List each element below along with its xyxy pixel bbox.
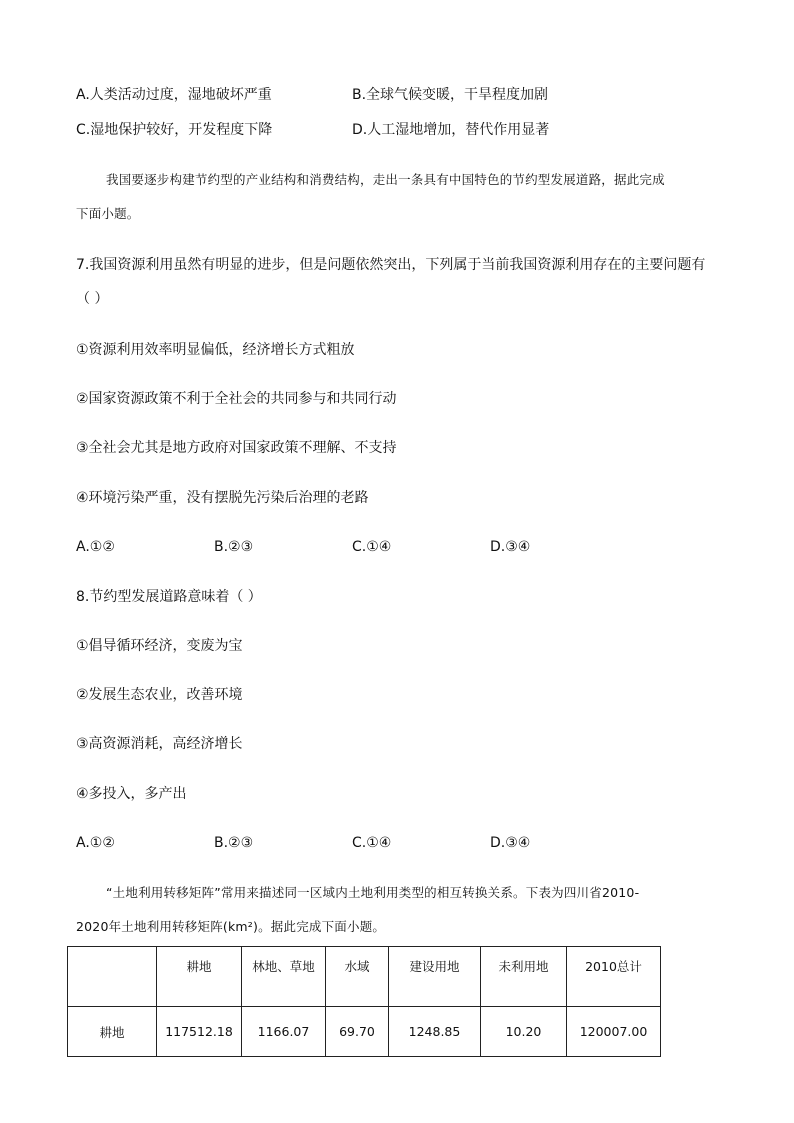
q7-item-1: ①资源利用效率明显偏低，经济增长方式粗放 — [76, 342, 355, 358]
table-cell: 120007.00 — [567, 1007, 661, 1057]
q6-option-c: C.湿地保护较好，开发程度下降 — [76, 122, 273, 138]
table-cell: 1166.07 — [242, 1007, 326, 1057]
q7-item-4: ④环境污染严重，没有摆脱先污染后治理的老路 — [76, 490, 369, 506]
material-2-line-1: “土地利用转移矩阵”常用来描述同一区域内土地利用类型的相互转换关系。下表为四川省2010- — [106, 885, 640, 900]
table-row-label: 耕地 — [68, 1007, 157, 1057]
table-cell: 1248.85 — [389, 1007, 481, 1057]
table-cell: 117512.18 — [157, 1007, 242, 1057]
table-header-cell: 建设用地 — [389, 947, 481, 1007]
q6-option-a: A.人类活动过度，湿地破坏严重 — [76, 87, 272, 103]
q7-stem-line-1: 7.我国资源利用虽然有明显的进步，但是问题依然突出，下列属于当前我国资源利用存在的主要问题有 — [76, 257, 706, 273]
table-header-cell — [68, 947, 157, 1007]
material-1-line-1: 我国要逐步构建节约型的产业结构和消费结构，走出一条具有中国特色的节约型发展道路，据此完成 — [106, 172, 665, 187]
q8-item-2: ②发展生态农业，改善环境 — [76, 687, 243, 703]
q7-option-a: A.①② — [76, 539, 115, 555]
q8-item-1: ①倡导循环经济，变废为宝 — [76, 638, 243, 654]
table-cell: 10.20 — [481, 1007, 567, 1057]
q8-stem: 8.节约型发展道路意味着（ ） — [76, 589, 262, 605]
table-header-cell: 水域 — [326, 947, 389, 1007]
table-header-cell: 耕地 — [157, 947, 242, 1007]
table-header-row — [68, 947, 661, 1007]
q8-option-c: C.①④ — [352, 835, 392, 851]
land-use-transfer-table — [67, 946, 661, 1057]
q8-option-b: B.②③ — [214, 835, 254, 851]
q8-item-3: ③高资源消耗，高经济增长 — [76, 736, 243, 752]
table-row — [68, 1007, 661, 1057]
q7-option-d: D.③④ — [490, 539, 531, 555]
q6-option-d: D.人工湿地增加，替代作用显著 — [352, 122, 550, 138]
q7-option-b: B.②③ — [214, 539, 254, 555]
table-header-cell: 未利用地 — [481, 947, 567, 1007]
q8-option-a: A.①② — [76, 835, 115, 851]
table-header-cell: 林地、草地 — [242, 947, 326, 1007]
q7-item-2: ②国家资源政策不利于全社会的共同参与和共同行动 — [76, 391, 397, 407]
table-cell: 69.70 — [326, 1007, 389, 1057]
q8-item-4: ④多投入，多产出 — [76, 786, 187, 802]
q8-option-d: D.③④ — [490, 835, 531, 851]
table-header-cell: 2010总计 — [567, 947, 661, 1007]
material-2-line-2: 2020年土地利用转移矩阵(km²)。据此完成下面小题。 — [76, 919, 386, 934]
material-1-line-2: 下面小题。 — [76, 206, 140, 221]
q6-option-b: B.全球气候变暖，干旱程度加剧 — [352, 87, 549, 103]
q7-stem-line-2: （ ） — [76, 291, 109, 307]
q7-option-c: C.①④ — [352, 539, 392, 555]
q7-item-3: ③全社会尤其是地方政府对国家政策不理解、不支持 — [76, 440, 397, 456]
